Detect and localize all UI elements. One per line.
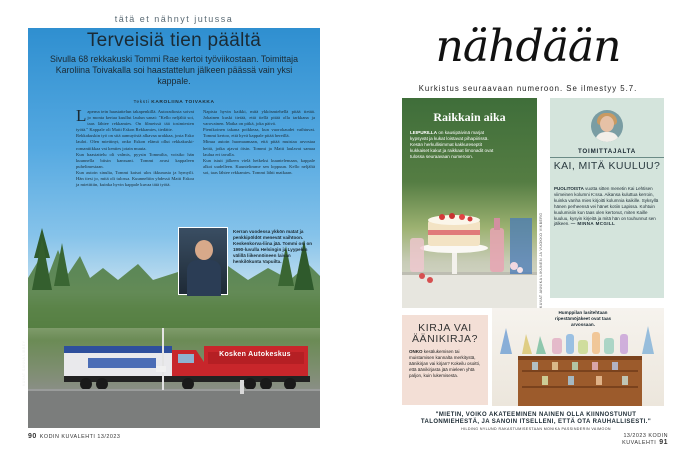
- page-title: nähdään: [435, 21, 621, 72]
- inset-caption: Kerran vuodessa ykkön matat ja penkkipöldöt menevät vaihtoon. Keskenkorva-liina jää. Tommi osi on 1990-luvulla Helsingin ja Lyypekin välillä liikennöineen laivan henkilökunta Vapuilta.: [233, 229, 313, 264]
- inset-face: [195, 240, 213, 260]
- panel-kicker: TOIMITTAJALTA: [550, 148, 664, 158]
- panel-signature: — MINNA MCGILL: [570, 221, 616, 227]
- left-page: [22, 8, 320, 440]
- byline: [28, 100, 320, 105]
- avatar-shirt: [595, 132, 619, 142]
- folio-right: [594, 433, 668, 446]
- page-subtitle: Kurkistus seuraavaan numeroon. Se ilmestyy 5.7.: [418, 84, 638, 93]
- audiobook-lead: ONKO: [409, 349, 423, 354]
- paragraph: Napista hyvin kaikki, mitä ykkösmiehellä pitää tietää. Jokainen kuski tietää, että tiellä pitää olla tarkkana ja varovainen. Matka on pitkä, joka päivä.: [203, 109, 315, 127]
- pull-quote: "MIETIN, VOIKO AKATEEMINEN NAINEN OLLA KIINNOSTUNUT TALONMIEHESTÄ, JA SANOIN ITSELLENI, ETTÄ OTA RAUHALLISESTI.": [420, 412, 652, 426]
- paragraph: Kun istuit jälkeen vielä hetkeksi kuuntelemaan, kappale alkoi uudelleen. Kuuntelimme sen loppuun. Kello neljältä soi, taas lähtee rekkamies. Tommi lähti matkaan.: [203, 157, 315, 175]
- right-page: [388, 8, 668, 446]
- editor-panel: [550, 98, 664, 298]
- folio-left: [28, 433, 120, 440]
- page-number: 90: [28, 433, 37, 440]
- truck-photo: [28, 28, 320, 428]
- panel-title: KAI, MITÄ KUULUU?: [553, 160, 661, 172]
- paragraph: Rekkakuskin työ on sitä aamuyöstä alkavaa urakkaa, josta Esko lauloi. Olen miettinyt, onko Eskon elämä ollut rekkakuski-romantiikkaa vai kenties jotain muuta.: [76, 133, 194, 151]
- page-number: 91: [659, 439, 668, 446]
- inset-body: [187, 260, 221, 296]
- article-title: Terveisiä tien päältä: [86, 30, 262, 51]
- paragraph: Laperna tein haastattelun takapenkillä. Autoradiosta soivat jo monta kertaa kuullut laulun sanat: "Kello neljältä soi, taas lähtee rekkamies. On filmeissä tää tosimiesten työtä." Kappale oli Matti Eskon Rekkamies, tiedätte.: [76, 106, 194, 133]
- food-title: Raikkain aika: [433, 110, 506, 124]
- body-column-1: [76, 106, 194, 188]
- audiobook-body: kesälukemisen tai muistamisen kannalta merkitystä, äänikirjan vai kirjan? Kokeilu osoitti, että äänikirjasta jää mieleen yhtä paljon, kuin lukemisesta.: [409, 349, 481, 378]
- body-column-2: [203, 109, 315, 176]
- byline-label: Teksti: [133, 100, 150, 105]
- folio-text: 13/2023 KODIN KUVALEHTI: [622, 433, 668, 446]
- paragraph: Pienikoinen takana poikkeaa, kun vuorokaudet vaihtuvat. Tommi kertoo, että hyvä kappale pitää hereillä.: [203, 127, 315, 139]
- dropcap: L: [76, 106, 87, 125]
- panel-text: [554, 186, 660, 227]
- food-lead: LEIPURILLA: [410, 130, 438, 135]
- paragraph: Minua autoin huomaamaan, että pitää muistaa arvostaa heitä, jotka ajavat öisin. Tommi ja Matti laulavat samaa laulua eri tavalla.: [203, 139, 315, 157]
- panel-lead: PUOLITOISTA: [554, 186, 584, 191]
- avatar-face: [600, 116, 614, 132]
- food-body: on kausipäivinä marjat kypsyvät ja kukat loistavat pihapiirissä. Kesän herkullisimmat kakkureseptit kukkaiset kakut ja raikkaat limonadit ovat tulossa seuraavaan numeroon.: [410, 130, 494, 159]
- avatar: [591, 110, 623, 142]
- truck-illustration: [28, 28, 320, 428]
- inset-photo: [178, 227, 228, 295]
- quote-credit: HILDING NYLUND RAKASTUMISESTAAN MONIKA PASSINDERIN VAIMOON: [461, 427, 611, 431]
- food-photo-credit: KUVAT ANNIKA LIKUNEN JA VUOKKO VIKBERG: [539, 212, 543, 308]
- byline-name: KAROLIINA TOIVAKKA: [151, 100, 215, 105]
- food-photo: [402, 98, 537, 308]
- folio-text: KODIN KUVALEHTI 13/2023: [39, 434, 121, 440]
- truck-trailer-text: Kosken Autokeskus: [219, 351, 291, 358]
- food-text: [410, 130, 500, 160]
- paragraph: Kun autoin sinulta, Tommi katsoi ulos ikkunasta ja hymyili. Hän tiesi jo, mitä oli tulossa. Kuunneltiin yhdessä Matti Eskoa ja mietittiin, kuinka hyvin kappale kuvaa tätä työtä.: [76, 169, 194, 188]
- audiobook-box: [402, 315, 488, 405]
- audiobook-text: [409, 349, 483, 379]
- panel-body: vuotta sitten menetin Kai Lehtisen viimeinen kolumni K:ssa. Aikansa kuluttua kerroin, kuinka vanha mies kirjoitti kolumnia kaikille. Syksyllä hänen perheensä vei hänet kotiin Lapissa. Kohtuin kuulumisiin kun taas olen kertonut, miten Kaille kuuluu, kysyin kirjeitä ja mitä hän on touhunnut sen jälkeen.: [554, 186, 659, 227]
- section-kicker: tätä et nähnyt jutussa: [114, 14, 234, 24]
- paragraph: Kun haastattelu oli valmis, pyysin Tommilta, voisiko hän kuunnella biisin kanssani. Tommi avasi kappaleen puhelimestaan.: [76, 151, 194, 169]
- photo-credit: KUVAT SANNA LIBBEY: [22, 340, 26, 386]
- glass-shelf-photo: [492, 308, 664, 406]
- article-deck: Sivulla 68 rekkakuski Tommi Rae kertoi työviikostaan. Toimittaja Karoliina Toivakalla soi haastattelun jälkeen päässä vain yksi kappale.: [49, 54, 299, 86]
- shelf-caption: Humppilan lasitehtaan ripestämöjäkeet ovat taas arvossaan.: [554, 310, 612, 327]
- audiobook-title: KIRJA VAI ÄÄNIKIRJA?: [411, 322, 479, 345]
